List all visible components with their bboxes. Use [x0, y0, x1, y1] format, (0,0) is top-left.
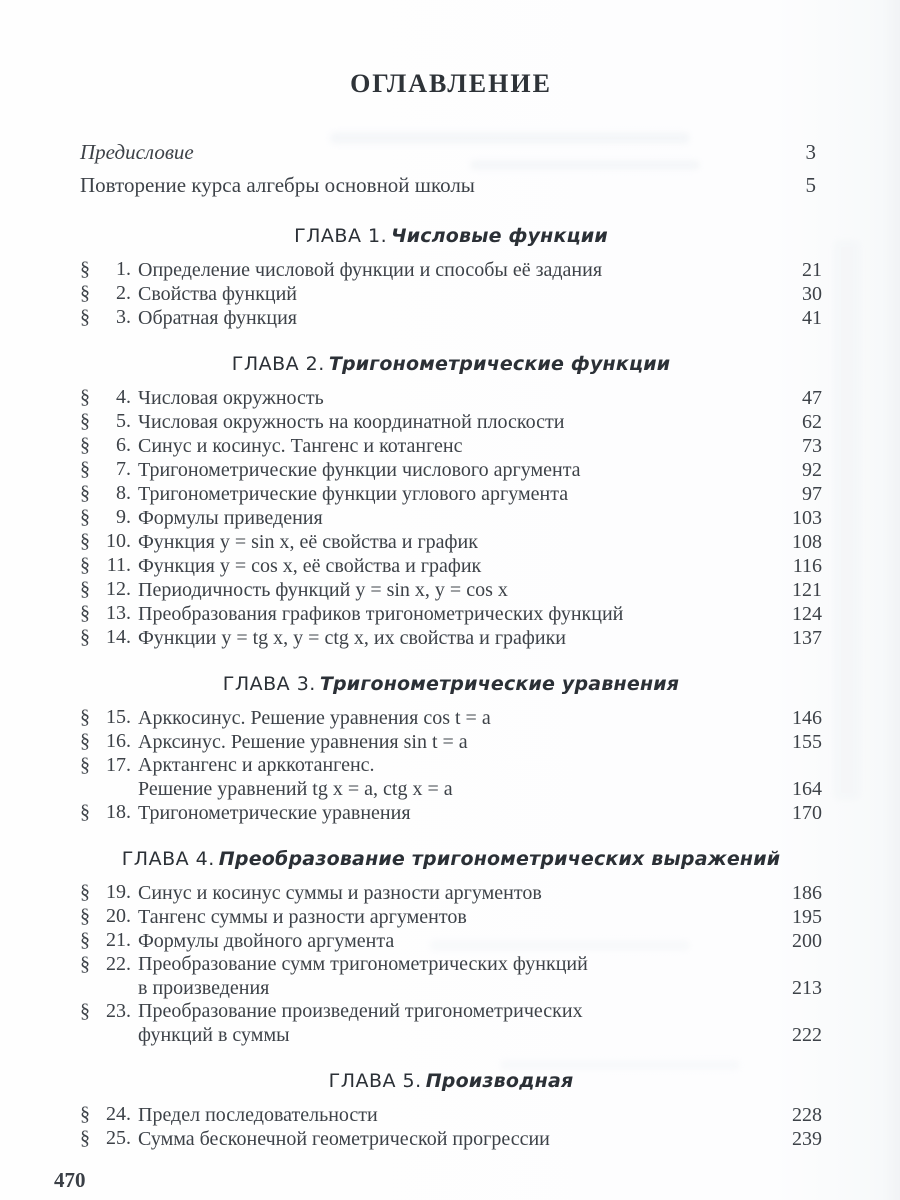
section-sign: § — [80, 282, 90, 304]
section-sign: § — [80, 706, 90, 728]
toc-entry-label: Функция y = sin x, её свойства и график — [138, 531, 478, 553]
toc-entry — [80, 1000, 822, 1047]
toc-entry — [80, 929, 822, 953]
toc-entry-body — [138, 386, 822, 410]
section-number: 25. — [106, 1127, 131, 1149]
section-mark — [80, 929, 138, 952]
toc-entry-body — [138, 730, 822, 754]
toc-entry-line — [138, 482, 822, 506]
chapter-entries — [80, 258, 822, 330]
dot-leader — [560, 1127, 778, 1145]
toc-entry-line — [138, 1127, 822, 1151]
chapter-number: ГЛАВА 5. — [328, 1070, 422, 1092]
toc-entry-line — [138, 410, 822, 434]
toc-entry-line — [138, 754, 822, 777]
toc-entry-label: Числовая окружность — [138, 387, 324, 409]
toc-chapter — [80, 671, 822, 825]
section-mark — [80, 482, 138, 505]
toc-page-number: 146 — [792, 707, 822, 729]
dot-leader — [477, 905, 778, 923]
section-sign: § — [80, 1000, 90, 1022]
section-mark — [80, 905, 138, 928]
toc-entry-label: Сумма бесконечной геометрической прогрессии — [138, 1128, 550, 1150]
section-mark — [80, 410, 138, 433]
toc-entry — [80, 306, 822, 330]
toc-page-number: 92 — [802, 459, 822, 481]
section-sign: § — [80, 905, 90, 927]
section-number: 16. — [106, 730, 131, 752]
section-number: 7. — [116, 458, 131, 480]
toc-page-number: 155 — [792, 731, 822, 753]
toc-entry-body — [138, 1000, 822, 1047]
toc-page-number: 195 — [792, 906, 822, 928]
toc-entry — [80, 706, 822, 730]
toc-entry-body — [138, 626, 822, 650]
toc-entry-label: Преобразования графиков тригонометрических функций — [138, 603, 624, 625]
chapter-heading — [80, 671, 822, 697]
toc-entry-label: Формулы двойного аргумента — [138, 930, 395, 952]
section-number: 17. — [106, 754, 131, 776]
toc-page-number: 164 — [792, 778, 822, 800]
dot-leader — [279, 976, 778, 994]
chapter-heading — [80, 223, 822, 249]
chapter-title: Преобразование тригонометрических выражений — [218, 848, 781, 870]
toc-entry-body — [138, 602, 822, 626]
section-sign: § — [80, 754, 90, 776]
toc-entry-label: Преобразование сумм тригонометрических функций — [138, 953, 588, 975]
scan-bleed-artifact — [834, 240, 860, 800]
dot-leader — [204, 141, 772, 159]
section-mark — [80, 754, 138, 777]
chapter-entries — [80, 881, 822, 1047]
chapter-number: ГЛАВА 3. — [222, 673, 316, 695]
toc-entry — [80, 1103, 822, 1127]
toc-entry — [80, 458, 822, 482]
toc-page-number: 228 — [792, 1104, 822, 1126]
section-number: 11. — [106, 554, 131, 576]
section-mark — [80, 881, 138, 904]
section-mark — [80, 578, 138, 601]
section-number: 21. — [106, 929, 131, 951]
dot-leader — [578, 482, 778, 500]
dot-leader — [463, 777, 778, 795]
toc-entry-label: Обратная функция — [138, 307, 297, 329]
toc-entry — [80, 626, 822, 650]
toc-entry-body — [138, 706, 822, 730]
section-sign: § — [80, 386, 90, 408]
section-mark — [80, 730, 138, 753]
dot-leader — [307, 282, 778, 300]
section-number: 18. — [106, 801, 131, 823]
toc-page-number: 213 — [792, 977, 822, 999]
toc-entry-label: Свойства функций — [138, 283, 298, 305]
toc-entry-body — [138, 410, 822, 434]
toc-entry-line — [138, 706, 822, 730]
toc-entry-label: Функция y = cos x, её свойства и график — [138, 555, 482, 577]
section-sign: § — [80, 1103, 90, 1125]
section-number: 5. — [116, 410, 131, 432]
toc-entry-body — [138, 458, 822, 482]
dot-leader — [421, 801, 778, 819]
toc-entry-label: Арктангенс и арккотангенс. — [138, 754, 375, 776]
dot-leader — [478, 730, 778, 748]
section-sign: § — [80, 730, 90, 752]
toc-entry-line — [138, 530, 822, 554]
dot-leader — [300, 1023, 778, 1041]
toc-entry — [80, 905, 822, 929]
section-number: 19. — [106, 881, 131, 903]
section-mark — [80, 801, 138, 824]
toc-entry-line — [138, 578, 822, 602]
chapter-heading — [80, 1068, 822, 1094]
section-mark — [80, 602, 138, 625]
toc-page-number: 108 — [792, 531, 822, 553]
toc-page-number: 170 — [792, 802, 822, 824]
toc-entry — [80, 554, 822, 578]
section-mark — [80, 506, 138, 529]
toc-entry-body — [138, 578, 822, 602]
toc-entry — [80, 506, 822, 530]
toc-entry-label: Синус и косинус суммы и разности аргументов — [138, 882, 542, 904]
toc-entry-body — [138, 1127, 822, 1151]
section-sign: § — [80, 306, 90, 328]
toc-entry-line — [138, 1000, 822, 1023]
dot-leader — [612, 258, 778, 276]
toc-entry — [80, 169, 822, 202]
toc-entry-line — [138, 1103, 822, 1127]
section-sign: § — [80, 458, 90, 480]
toc-entry-line — [138, 554, 822, 578]
toc-page-number: 62 — [802, 411, 822, 433]
toc-entry-line — [138, 929, 822, 953]
toc-entry — [80, 282, 822, 306]
section-mark — [80, 1103, 138, 1126]
toc-entry-label: Предисловие — [80, 140, 194, 164]
chapter-entries — [80, 386, 822, 650]
toc-page-number: 3 — [805, 140, 816, 164]
section-number: 15. — [106, 706, 131, 728]
toc-entry — [80, 578, 822, 602]
section-mark — [80, 626, 138, 649]
section-mark — [80, 306, 138, 329]
toc-page-number: 137 — [792, 627, 822, 649]
toc-entry-body — [138, 282, 822, 306]
toc-entry-line — [138, 306, 822, 330]
toc-entry-line — [138, 458, 822, 482]
toc-entry-body — [138, 506, 822, 530]
toc-entry-label: Периодичность функций y = sin x, y = cos x — [138, 579, 508, 601]
section-sign: § — [80, 530, 90, 552]
toc-entry-body — [138, 953, 822, 1000]
toc-entry — [80, 434, 822, 458]
toc-entry — [80, 881, 822, 905]
chapter-title: Тригонометрические функции — [328, 353, 671, 375]
toc-entry-label: Функции y = tg x, y = ctg x, их свойства и графики — [138, 627, 567, 649]
toc-page-number: 200 — [792, 930, 822, 952]
toc-entry-line — [138, 905, 822, 929]
toc-entry — [80, 801, 822, 825]
section-sign: § — [80, 410, 90, 432]
toc-entry-body — [138, 929, 822, 953]
toc-entry-line — [138, 801, 822, 825]
section-number: 23. — [106, 1000, 131, 1022]
section-number: 10. — [106, 530, 131, 552]
section-number: 6. — [116, 434, 131, 456]
toc-page-number: 186 — [792, 882, 822, 904]
dot-leader — [472, 434, 778, 452]
chapter-title: Тригонометрические уравнения — [319, 673, 680, 695]
toc-entry-label: функций в суммы — [138, 1024, 290, 1046]
toc-entry — [80, 136, 822, 169]
toc-entry-body — [138, 554, 822, 578]
section-sign: § — [80, 554, 90, 576]
folio-page-number: 470 — [54, 1168, 86, 1192]
section-mark — [80, 706, 138, 729]
toc-entry-line — [138, 953, 822, 976]
toc-chapters — [80, 223, 822, 1151]
section-sign: § — [80, 881, 90, 903]
toc-entry-line — [138, 506, 822, 530]
section-number: 1. — [116, 258, 131, 280]
dot-leader — [388, 1103, 778, 1121]
section-mark — [80, 258, 138, 281]
toc-entry-body — [138, 530, 822, 554]
toc-entry-label: Синус и косинус. Тангенс и котангенс — [138, 435, 463, 457]
section-sign: § — [80, 482, 90, 504]
toc-entry-label: Преобразование произведений тригонометрических — [138, 1000, 583, 1022]
section-number: 13. — [106, 602, 131, 624]
toc-entry-label: Предел последовательности — [138, 1104, 378, 1126]
toc-entry-label: Арксинус. Решение уравнения sin t = a — [138, 731, 468, 753]
toc-page-number: 5 — [805, 173, 816, 197]
dot-leader — [491, 554, 778, 572]
toc-page-number: 73 — [802, 435, 822, 457]
chapter-title: Производная — [425, 1070, 574, 1092]
page-title: ОГЛАВЛЕНИЕ — [350, 69, 552, 98]
section-mark — [80, 386, 138, 409]
toc-page-number: 41 — [802, 307, 822, 329]
toc-page-number: 97 — [802, 483, 822, 505]
chapter-title: Числовые функции — [391, 225, 608, 247]
toc-entry-body — [138, 258, 822, 282]
section-sign: § — [80, 626, 90, 648]
section-sign: § — [80, 953, 90, 975]
section-sign: § — [80, 602, 90, 624]
toc-page-number: 121 — [792, 579, 822, 601]
dot-leader — [307, 306, 778, 324]
front-matter — [80, 136, 822, 202]
toc-entry-line — [138, 777, 822, 801]
toc-entry-line — [138, 602, 822, 626]
toc-entry — [80, 953, 822, 1000]
dot-leader — [518, 578, 778, 596]
chapter-number: ГЛАВА 2. — [231, 353, 325, 375]
toc-page-number: 239 — [792, 1128, 822, 1150]
toc-entry-label: Повторение курса алгебры основной школы — [80, 173, 475, 197]
dot-leader — [333, 506, 778, 524]
section-mark — [80, 953, 138, 976]
toc-entry-body — [138, 881, 822, 905]
toc-entry-line — [138, 1023, 822, 1047]
section-number: 14. — [106, 626, 131, 648]
toc-entry-label: Тангенс суммы и разности аргументов — [138, 906, 467, 928]
toc-entry-body — [138, 434, 822, 458]
dot-leader — [552, 881, 778, 899]
toc-entry — [80, 258, 822, 282]
toc-entry-body — [138, 306, 822, 330]
dot-leader — [633, 602, 778, 620]
toc-entry-line — [138, 730, 822, 754]
toc-entry — [80, 730, 822, 754]
dot-leader — [574, 410, 778, 428]
toc-entry-label: Числовая окружность на координатной плоскости — [138, 411, 565, 433]
toc-page-number: 116 — [792, 555, 822, 577]
toc-entry-body — [138, 754, 822, 801]
dot-leader — [404, 929, 778, 947]
toc-page-number: 103 — [792, 507, 822, 529]
toc-entry-label: Тригонометрические функции числового аргумента — [138, 459, 581, 481]
section-sign: § — [80, 1127, 90, 1149]
toc-entry — [80, 602, 822, 626]
toc-entry-line — [138, 386, 822, 410]
toc-entry-label: Арккосинус. Решение уравнения cos t = a — [138, 707, 491, 729]
section-number: 4. — [116, 386, 131, 408]
toc-entry-label: в произведения — [138, 977, 270, 999]
section-mark — [80, 1000, 138, 1023]
toc-entry-label: Решение уравнений tg x = a, ctg x = a — [138, 778, 453, 800]
chapter-entries — [80, 706, 822, 825]
toc-entry-body — [138, 1103, 822, 1127]
section-mark — [80, 530, 138, 553]
chapter-number: ГЛАВА 4. — [121, 848, 215, 870]
toc-entry — [80, 754, 822, 801]
dot-leader — [501, 706, 778, 724]
section-sign: § — [80, 506, 90, 528]
section-number: 20. — [106, 905, 131, 927]
dot-leader — [488, 530, 778, 548]
toc-chapter — [80, 351, 822, 650]
toc-entry — [80, 530, 822, 554]
section-mark — [80, 282, 138, 305]
toc-entry — [80, 410, 822, 434]
toc-chapter — [80, 1068, 822, 1151]
toc-entry — [80, 386, 822, 410]
toc-entry-label: Определение числовой функции и способы её задания — [138, 259, 603, 281]
chapter-number: ГЛАВА 1. — [294, 225, 388, 247]
toc-entry-line — [138, 976, 822, 1000]
toc-entry-label: Тригонометрические функции углового аргумента — [138, 483, 569, 505]
toc-entry — [80, 482, 822, 506]
toc-entry-body — [138, 801, 822, 825]
dot-leader — [485, 174, 772, 192]
toc-entry-line — [138, 434, 822, 458]
toc-page-number: 222 — [792, 1024, 822, 1046]
section-sign: § — [80, 578, 90, 600]
dot-leader — [591, 458, 778, 476]
toc-entry-line — [138, 626, 822, 650]
toc-entry-body — [138, 905, 822, 929]
section-mark — [80, 554, 138, 577]
toc-entry-line — [138, 881, 822, 905]
section-sign: § — [80, 434, 90, 456]
section-mark — [80, 458, 138, 481]
section-number: 22. — [106, 953, 131, 975]
section-sign: § — [80, 258, 90, 280]
section-number: 2. — [116, 282, 131, 304]
toc-entry — [80, 1127, 822, 1151]
dot-leader — [334, 386, 778, 404]
chapter-heading — [80, 351, 822, 377]
section-sign: § — [80, 801, 90, 823]
toc-entry-line — [138, 282, 822, 306]
section-mark — [80, 1127, 138, 1150]
chapter-heading — [80, 846, 822, 872]
dot-leader — [576, 626, 778, 644]
toc-entry-line — [138, 258, 822, 282]
toc-entry-label: Формулы приведения — [138, 507, 323, 529]
section-number: 12. — [106, 578, 131, 600]
toc-entry-body — [138, 482, 822, 506]
toc-page-number: 124 — [792, 603, 822, 625]
section-number: 8. — [116, 482, 131, 504]
toc-chapter — [80, 846, 822, 1047]
section-number: 24. — [106, 1103, 131, 1125]
section-mark — [80, 434, 138, 457]
toc-page-number: 47 — [802, 387, 822, 409]
chapter-entries — [80, 1103, 822, 1151]
section-number: 9. — [116, 506, 131, 528]
section-sign: § — [80, 929, 90, 951]
toc-page-number: 21 — [802, 259, 822, 281]
toc-chapter — [80, 223, 822, 330]
toc-entry-label: Тригонометрические уравнения — [138, 802, 411, 824]
section-number: 3. — [116, 306, 131, 328]
toc-page-number: 30 — [802, 283, 822, 305]
